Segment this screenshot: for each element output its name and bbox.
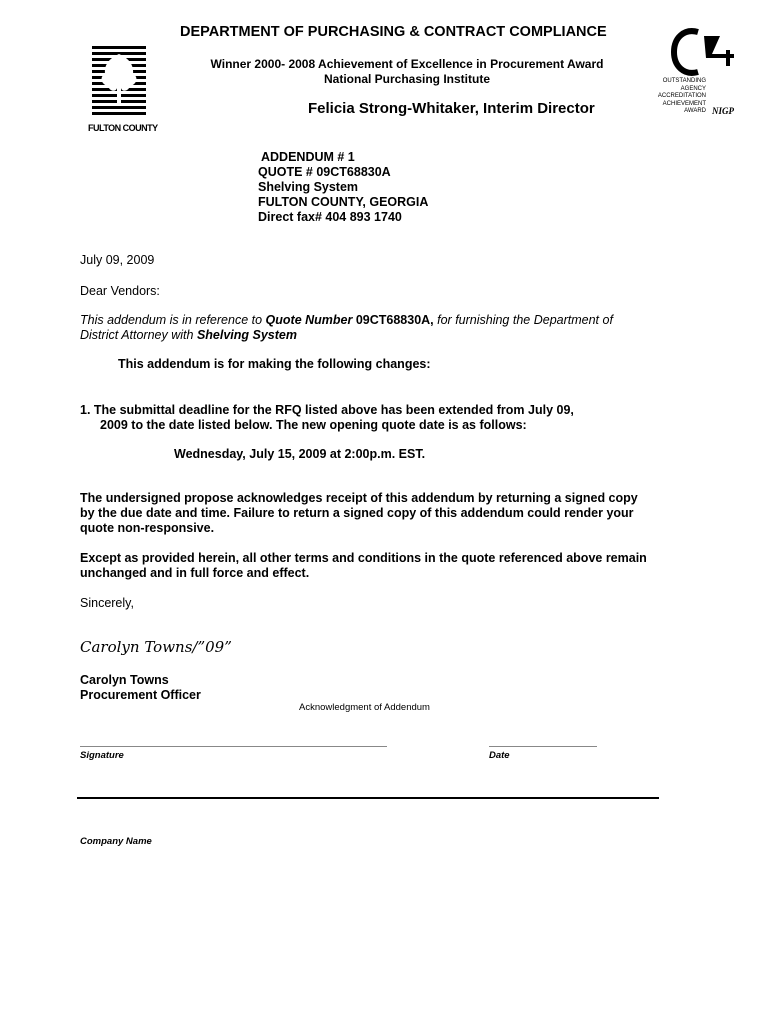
subject: Shelving System <box>258 180 359 194</box>
fulton-county-logo <box>88 44 158 133</box>
director-name: Felicia Strong-Whitaker, Interim Director <box>308 100 595 117</box>
quote-number-label: Quote Number <box>265 313 353 327</box>
date-label: Date <box>489 750 510 761</box>
award-text-line: ACCREDITATION <box>657 93 706 99</box>
closing: Sincerely, <box>80 596 134 610</box>
letter-date: July 09, 2009 <box>80 253 155 267</box>
tree-logo-icon <box>90 44 148 116</box>
new-opening-date: Wednesday, July 15, 2009 at 2:00p.m. EST. <box>174 447 426 461</box>
award-text-block <box>650 78 706 116</box>
changes-intro: This addendum is for making the following changes: <box>118 357 431 371</box>
date-line[interactable] <box>489 746 597 747</box>
fax-number: Direct fax# 404 893 1740 <box>258 210 402 224</box>
accreditation-logo <box>650 26 740 126</box>
reference-text: for furnishing the Department of District Attorney with <box>80 313 613 342</box>
location: FULTON COUNTY, GEORGIA <box>258 195 429 209</box>
section-divider <box>77 797 659 799</box>
salutation: Dear Vendors: <box>80 284 160 298</box>
addendum-number: ADDENDUM # 1 <box>261 150 355 164</box>
department-title: DEPARTMENT OF PURCHASING & CONTRACT COMPLIANCE <box>180 24 607 40</box>
acknowledgment-paragraph: The undersigned propose acknowledges receipt of this addendum by returning a signed copy by the due date and time. Failure to return a signed copy of this addendum could render your quote non-responsive. <box>80 491 638 535</box>
reference-text: This addendum is in reference to <box>80 313 266 327</box>
nigp-text: NIGP <box>712 106 734 116</box>
signer-name: Carolyn Towns <box>80 673 169 687</box>
c4-award-icon <box>650 26 740 78</box>
signature-label: Signature <box>80 750 124 761</box>
award-text-line: AWARD <box>684 108 706 114</box>
addendum-info <box>258 150 428 225</box>
award-text-line: ACHIEVEMENT <box>662 100 706 107</box>
change-item-1-line-1: 1. The submittal deadline for the RFQ listed above has been extended from July 09, <box>80 403 574 417</box>
except-paragraph: Except as provided herein, all other terms and conditions in the quote referenced above remain unchanged and in full force and effect. <box>80 551 647 580</box>
award-text-line: OUTSTANDING <box>662 78 706 84</box>
award-text-line: AGENCY <box>680 85 706 92</box>
award-line: Winner 2000- 2008 Achievement of Excellence in Procurement Award <box>210 57 604 71</box>
fulton-county-logo-text: FULTON COUNTY <box>88 123 158 133</box>
acknowledgment-heading: Acknowledgment of Addendum <box>299 702 430 713</box>
signature-line[interactable] <box>80 746 387 747</box>
company-name-label: Company Name <box>80 836 152 847</box>
reference-paragraph <box>80 313 640 343</box>
quote-number: QUOTE # 09CT68830A <box>258 165 391 179</box>
reference-item: Shelving System <box>196 328 297 342</box>
signature-script: Carolyn Towns/”09” <box>80 638 232 656</box>
quote-number-value: 09CT68830A, <box>352 313 434 327</box>
institute-line: National Purchasing Institute <box>323 72 491 86</box>
signer-title: Procurement Officer <box>80 688 201 702</box>
change-item-1-line-2: 2009 to the date listed below. The new opening quote date is as follows: <box>100 418 527 432</box>
